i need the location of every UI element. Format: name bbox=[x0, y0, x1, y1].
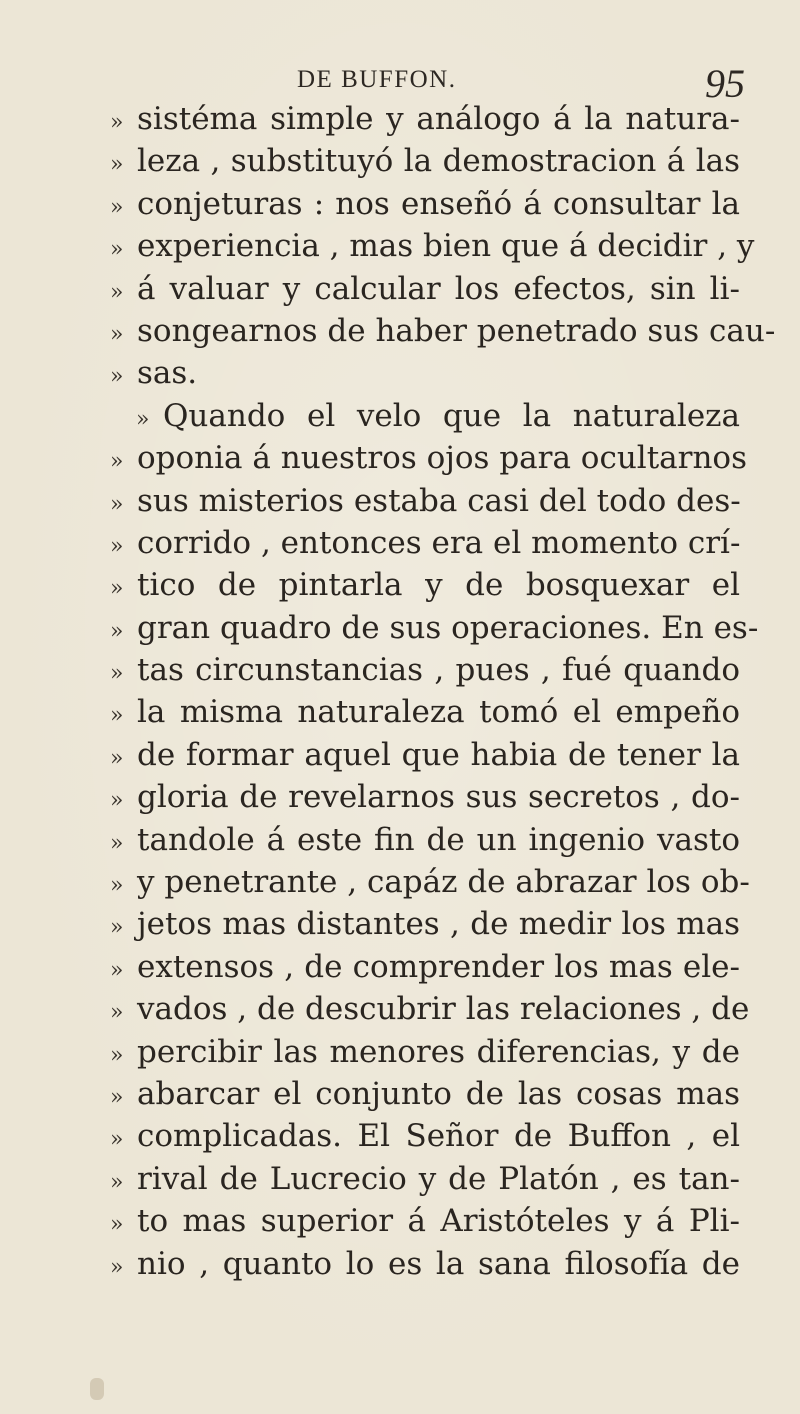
text-line bbox=[110, 225, 755, 267]
quote-mark: » bbox=[110, 703, 124, 729]
quote-mark: » bbox=[110, 364, 124, 390]
quote-mark: » bbox=[110, 279, 124, 305]
text-line bbox=[110, 1158, 740, 1200]
line-text: tas circunstancias , pues , fué quando bbox=[137, 652, 740, 689]
quote-mark: » bbox=[110, 491, 124, 517]
quote-mark: » bbox=[110, 1084, 124, 1110]
line-text: sas. bbox=[137, 355, 198, 392]
text-line bbox=[110, 649, 740, 691]
text-line bbox=[110, 819, 740, 861]
quote-mark: » bbox=[110, 1127, 124, 1153]
quote-mark: » bbox=[110, 321, 124, 347]
line-text: gloria de revelarnos sus secretos , do- bbox=[137, 779, 740, 816]
quote-mark: » bbox=[110, 661, 124, 687]
paper-stain bbox=[90, 1378, 104, 1400]
text-line bbox=[110, 183, 740, 225]
body-text bbox=[110, 98, 776, 1285]
text-line bbox=[110, 734, 740, 776]
text-line bbox=[110, 564, 740, 606]
line-text: tandole á este fin de un ingenio vasto bbox=[137, 821, 740, 858]
text-line bbox=[110, 310, 776, 352]
quote-mark: » bbox=[110, 618, 124, 644]
line-text: vados , de descubrir las relaciones , de bbox=[137, 991, 750, 1028]
line-text: tico de pintarla y de bosquexar el bbox=[137, 567, 740, 604]
line-text: de formar aquel que habia de tener la bbox=[137, 736, 740, 773]
line-text: Quando el velo que la naturaleza bbox=[163, 397, 740, 434]
text-line bbox=[110, 988, 750, 1030]
line-text: nio , quanto lo es la sana filosofía de bbox=[137, 1245, 740, 1282]
text-line bbox=[110, 352, 740, 394]
quote-mark: » bbox=[110, 915, 124, 941]
text-line bbox=[110, 903, 740, 945]
quote-mark: » bbox=[110, 237, 124, 263]
text-line bbox=[110, 268, 740, 310]
text-line bbox=[110, 1115, 740, 1157]
line-text: á valuar y calcular los efectos, sin li- bbox=[137, 270, 740, 307]
page-number: 95 bbox=[705, 61, 745, 106]
text-line bbox=[110, 98, 740, 140]
line-text: to mas superior á Aristóteles y á Pli- bbox=[137, 1203, 740, 1240]
quote-mark: » bbox=[136, 406, 150, 432]
line-text: sistéma simple y análogo á la natura- bbox=[137, 101, 740, 137]
quote-mark: » bbox=[110, 194, 124, 220]
quote-mark: » bbox=[110, 830, 124, 856]
line-text: experiencia , mas bien que á decidir , y bbox=[137, 228, 755, 265]
line-text: songearnos de haber penetrado sus cau- bbox=[137, 312, 776, 349]
text-line bbox=[110, 1031, 740, 1073]
line-text: conjeturas : nos enseñó á consultar la bbox=[137, 185, 740, 222]
quote-mark: » bbox=[110, 533, 124, 559]
text-line bbox=[110, 776, 740, 818]
text-line bbox=[110, 607, 759, 649]
line-text: gran quadro de sus operaciones. En es- bbox=[137, 609, 759, 646]
line-text: corrido , entonces era el momento crí- bbox=[137, 524, 741, 561]
quote-mark: » bbox=[110, 110, 124, 135]
text-line bbox=[110, 140, 740, 182]
line-text: y penetrante , capáz de abrazar los ob- bbox=[137, 864, 750, 901]
line-text: jetos mas distantes , de medir los mas bbox=[137, 906, 740, 943]
text-line bbox=[110, 1243, 740, 1285]
text-line bbox=[110, 691, 740, 733]
line-text: leza , substituyó la demostracion á las bbox=[137, 143, 740, 180]
quote-mark: » bbox=[110, 1042, 124, 1068]
text-line bbox=[110, 861, 750, 903]
text-line bbox=[110, 1073, 740, 1115]
text-line bbox=[110, 946, 740, 988]
line-text: rival de Lucrecio y de Platón , es tan- bbox=[137, 1160, 740, 1197]
quote-mark: » bbox=[110, 1000, 124, 1026]
line-text: extensos , de comprender los mas ele- bbox=[137, 948, 740, 985]
quote-mark: » bbox=[110, 788, 124, 814]
text-line bbox=[110, 437, 747, 479]
text-line bbox=[110, 395, 740, 437]
line-text: complicadas. El Señor de Buffon , el bbox=[137, 1118, 740, 1155]
quote-mark: » bbox=[110, 152, 124, 178]
line-text: abarcar el conjunto de las cosas mas bbox=[137, 1075, 740, 1112]
quote-mark: » bbox=[110, 957, 124, 983]
text-line bbox=[110, 1200, 740, 1242]
line-text: la misma naturaleza tomó el empeño bbox=[137, 694, 740, 731]
quote-mark: » bbox=[110, 873, 124, 899]
text-line bbox=[110, 480, 740, 522]
quote-mark: » bbox=[110, 1212, 124, 1238]
running-head: DE BUFFON. bbox=[297, 66, 457, 93]
quote-mark: » bbox=[110, 1169, 124, 1195]
line-text: sus misterios estaba casi del todo des- bbox=[137, 482, 741, 519]
quote-mark: » bbox=[110, 576, 124, 602]
quote-mark: » bbox=[110, 449, 124, 475]
text-line bbox=[110, 522, 740, 564]
line-text: oponia á nuestros ojos para ocultarnos bbox=[137, 440, 747, 477]
quote-mark: » bbox=[110, 1254, 124, 1280]
quote-mark: » bbox=[110, 745, 124, 771]
line-text: percibir las menores diferencias, y de bbox=[137, 1033, 740, 1070]
